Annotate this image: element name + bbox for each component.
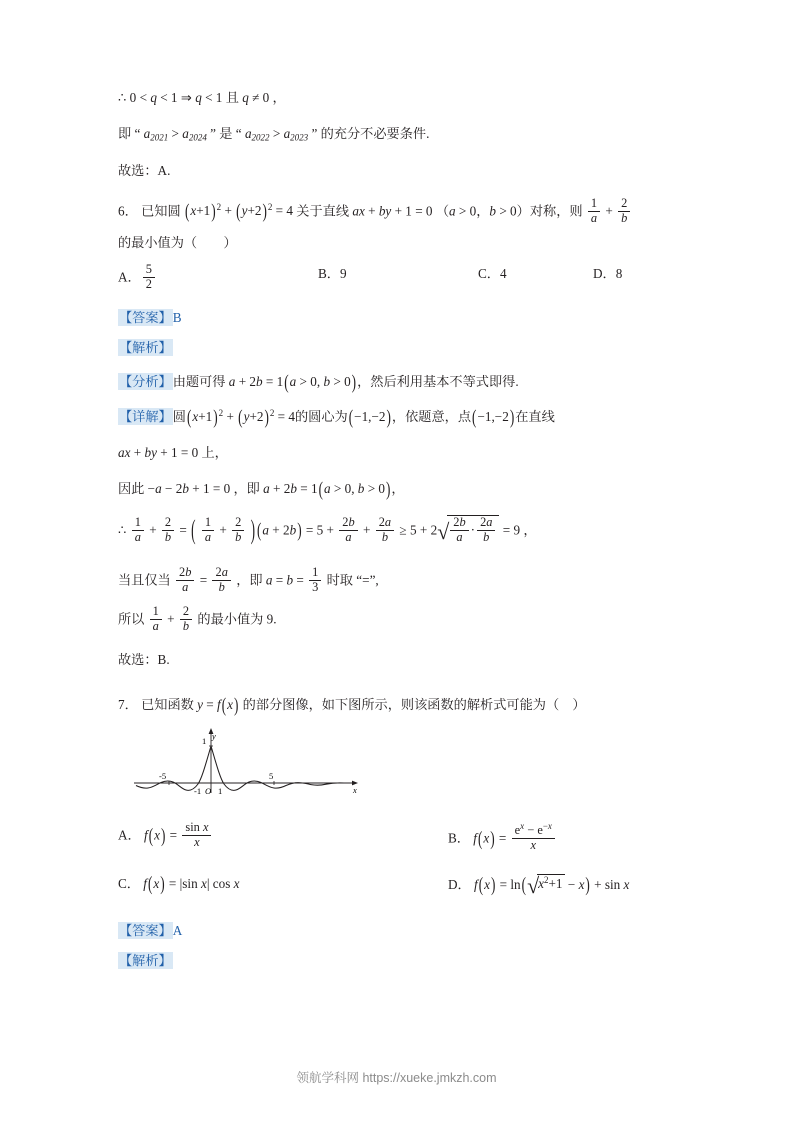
option-d[interactable]: D． $f(x) = \ln(√x^2+1 - x) + \sin x$ <box>448 872 630 898</box>
question-7-options-row2 <box>118 873 678 899</box>
question-7-analysis-label <box>118 951 678 971</box>
curve-path <box>136 746 344 790</box>
answer-value: A <box>172 922 183 938</box>
fenxi-label: 【分析】 <box>119 373 172 389</box>
label-neg1: -1 <box>194 786 202 797</box>
answer-value: B <box>172 309 182 325</box>
question-6-stem-a: 已知圆 <box>141 203 181 219</box>
question-6-line-eq: ax + by + 1 = 0 上， <box>118 445 228 461</box>
label-neg5: -5 <box>159 771 167 782</box>
option-c[interactable]: C．4 <box>478 266 507 282</box>
question-7-options-row1 <box>118 821 678 853</box>
question-6-step2: ∴ $\frac{1}{a}$ + $\frac{2}{b}$ = ( $\frac{1}{a}$ + $\frac{2}{b}$ ) (a + 2b) = 5 + $\frac{2b}{a}$ + $\frac{2a}{b}$ ≥ 5 + 2√ $\frac{2b}{a}$ · $\frac{2a}{b}$ = 9 ， <box>118 513 537 546</box>
function-graph-svg <box>126 721 376 803</box>
xiangjie-a: 圆 <box>172 409 186 425</box>
xiangjie-c: ，依题意，点 <box>391 409 472 425</box>
label-pos1: 1 <box>218 786 223 797</box>
paragraph-condition-q5: 即 “ $a_{2021} > a_{2024}$ ” 是 “ $a_{2022} > a_{2023}$ ” 的充分不必要条件. <box>118 125 430 143</box>
question-6-answer <box>118 308 678 328</box>
question-6-step3: 当且仅当 $\frac{2b}{a}$ = $\frac{2a}{b}$ ，即 a = b = $\frac{1}{3}$ 时取 “=”, <box>118 565 379 594</box>
document-content <box>118 88 678 987</box>
option-a[interactable]: A． f(x) = $\frac{\text{sin x}}{x}$ <box>118 821 448 853</box>
option-a[interactable]: A． $\frac{5}{2}$ <box>118 263 318 292</box>
question-6-xiangjie: 【详解】圆$(x+1)^2 + (y+2)^2 = 4$的圆心为(−1,−2)，依题意，点(−1,−2)在直线 <box>119 405 555 429</box>
xiangjie-d: 在直线 <box>515 409 555 425</box>
fenxi-text-a: 由题可得 <box>172 373 226 389</box>
option-b[interactable]: B．9 <box>318 266 347 282</box>
page-footer: 领航学科网 https://xueke.jmkzh.com <box>296 1071 497 1085</box>
label-y-axis: y <box>212 731 216 742</box>
paragraph-answer-q5: 故选：A. <box>118 162 171 178</box>
paragraph-conclusion-q5a: ∴ 0 < q < 1 ⇒ q < 1 且 q ≠ 0 ， <box>118 90 286 105</box>
fenxi-text-b: ，然后利用基本不等式即得. <box>357 373 519 389</box>
question-6-conclusion: 故选：B. <box>118 651 170 667</box>
answer-label: 【答案】 <box>119 922 172 938</box>
question-6-stem: 6． 已知圆 $(x+1)^2 + (y+2)^2 = 4$ 关于直线 ax + by + 1 = 0 （a > 0，b > 0）对称，则 $\frac{1}{a}$ + $\frac{2}{b}$ <box>118 197 678 226</box>
question-6-step4: 所以 $\frac{1}{a}$ + $\frac{2}{b}$ 的最小值为 9. <box>118 603 277 633</box>
analysis-label: 【解析】 <box>119 952 172 968</box>
question-7-stem-a: 已知函数 <box>141 697 194 713</box>
option-b[interactable]: B． f(x) = $\frac{e^x - e^{-x}}{x}$ <box>448 821 557 853</box>
xiangjie-b: 的圆心为 <box>295 409 348 425</box>
label-origin: O <box>205 786 212 797</box>
question-6-stem-cont: 的最小值为（ ） <box>118 235 237 251</box>
option-c[interactable]: C． f(x) = |sin x| cos x <box>118 871 240 895</box>
label-pos5: 5 <box>269 771 274 782</box>
question-6-options <box>118 263 678 292</box>
function-graph <box>126 721 376 803</box>
question-6-number: 6． <box>118 203 138 219</box>
question-6-step1: 因此 −a − 2b + 1 = 0 ，即 a + 2b = 1(a > 0, b > 0)， <box>118 476 405 500</box>
question-6-fenxi: 【分析】由题可得 a + 2b = 1(a > 0, b > 0)，然后利用基本不等式即得. <box>119 369 519 393</box>
label-x-axis: x <box>353 785 357 796</box>
question-6-analysis-label <box>118 338 678 358</box>
label-y1: 1 <box>202 736 207 747</box>
answer-label: 【答案】 <box>119 309 172 325</box>
question-7-stem-c: ） <box>572 697 586 713</box>
question-7-stem: 7． 已知函数 y = f(x) 的部分图像，如下图所示，则该函数的解析式可能为（ ） <box>118 693 586 717</box>
xiangjie-label: 【详解】 <box>119 409 172 425</box>
question-7-number: 7． <box>118 697 138 713</box>
question-7-answer <box>118 921 678 941</box>
question-7-stem-b: 的部分图像，如下图所示，则该函数的解析式可能为（ <box>242 697 560 713</box>
analysis-label: 【解析】 <box>119 339 172 355</box>
option-d[interactable]: D．8 <box>593 266 623 282</box>
question-6-stem-b: 关于直线 <box>296 203 350 219</box>
